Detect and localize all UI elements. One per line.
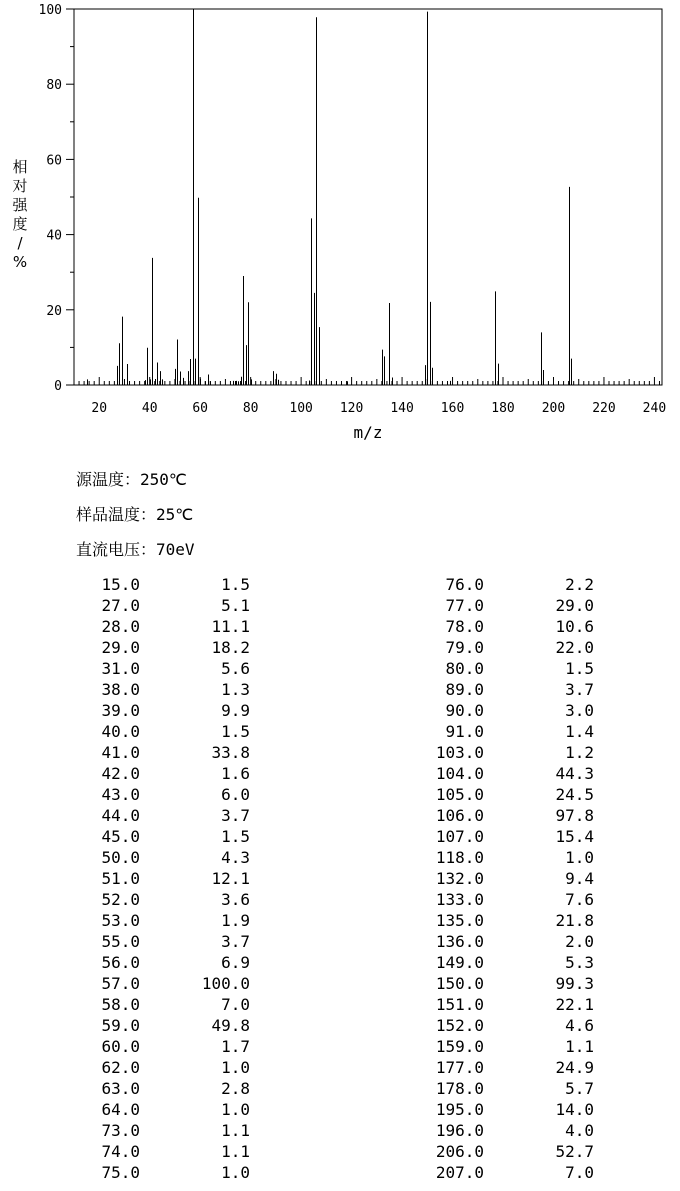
peak-mz: 62.0 (101, 1058, 140, 1077)
peak-mz: 74.0 (101, 1142, 140, 1161)
peak-intensity: 1.5 (221, 722, 250, 741)
peak-mz: 90.0 (445, 701, 484, 720)
peak-mz: 105.0 (435, 785, 484, 804)
peak-mz: 196.0 (435, 1121, 484, 1140)
peak-intensity: 1.7 (221, 1037, 250, 1056)
peak-intensity: 44.3 (555, 764, 594, 783)
peak-intensity: 1.2 (565, 743, 594, 762)
peak-mz: 206.0 (435, 1142, 484, 1161)
peak-mz: 15.0 (101, 575, 140, 594)
peak-intensity: 9.4 (565, 869, 594, 888)
peak-mz: 76.0 (445, 575, 484, 594)
peak-mz: 29.0 (101, 638, 140, 657)
plot-frame (74, 9, 662, 385)
peak-intensity: 18.2 (211, 638, 250, 657)
peak-mz: 50.0 (101, 848, 140, 867)
y-axis-label-char: 度 (12, 215, 28, 233)
peak-intensity: 1.1 (565, 1037, 594, 1056)
peak-intensity: 1.0 (221, 1058, 250, 1077)
peak-mz: 136.0 (435, 932, 484, 951)
peak-mz: 41.0 (101, 743, 140, 762)
peak-mz: 150.0 (435, 974, 484, 993)
peak-intensity: 7.0 (565, 1163, 594, 1182)
peak-intensity: 3.0 (565, 701, 594, 720)
x-tick-label: 120 (339, 401, 364, 416)
peak-mz: 40.0 (101, 722, 140, 741)
y-tick-label: 40 (46, 228, 62, 244)
peak-mz: 195.0 (435, 1100, 484, 1119)
peak-mz: 149.0 (435, 953, 484, 972)
peak-mz: 91.0 (445, 722, 484, 741)
peak-mz: 28.0 (101, 617, 140, 636)
x-tick-label: 80 (242, 401, 259, 416)
x-tick-label: 220 (592, 401, 616, 416)
peak-mz: 51.0 (101, 869, 140, 888)
peak-mz: 133.0 (435, 890, 484, 909)
y-axis-label-char: / (17, 234, 23, 252)
x-tick-label: 240 (642, 401, 667, 416)
peak-intensity: 14.0 (555, 1100, 594, 1119)
x-tick-label: 160 (440, 401, 465, 416)
peak-intensity: 1.3 (221, 680, 250, 699)
peak-intensity: 1.1 (221, 1121, 250, 1140)
peak-intensity: 12.1 (211, 869, 250, 888)
peak-intensity: 1.5 (565, 659, 594, 678)
condition-label: 源温度： (76, 470, 141, 489)
x-tick-label: 20 (91, 401, 108, 416)
peak-intensity: 24.9 (555, 1058, 594, 1077)
peak-mz: 178.0 (435, 1079, 484, 1098)
peak-intensity: 1.6 (221, 764, 250, 783)
peak-mz: 53.0 (101, 911, 140, 930)
peak-intensity: 7.0 (221, 995, 250, 1014)
peak-mz: 27.0 (101, 596, 140, 615)
peak-mz: 106.0 (435, 806, 484, 825)
peak-mz: 79.0 (445, 638, 484, 657)
peak-intensity: 1.5 (221, 575, 250, 594)
peak-intensity: 99.3 (555, 974, 594, 993)
peak-mz: 207.0 (435, 1163, 484, 1182)
peak-intensity: 1.5 (221, 827, 250, 846)
peak-intensity: 33.8 (211, 743, 250, 762)
peak-intensity: 11.1 (211, 617, 250, 636)
peak-intensity: 1.4 (565, 722, 594, 741)
peak-mz: 132.0 (435, 869, 484, 888)
y-axis-label-char: 相 (12, 158, 28, 176)
x-axis-label: m/z (353, 423, 383, 442)
condition-value: 70eV (156, 540, 195, 559)
peak-intensity: 5.7 (565, 1079, 594, 1098)
peak-mz: 151.0 (435, 995, 484, 1014)
peak-mz: 118.0 (435, 848, 484, 867)
y-tick-label: 0 (54, 379, 62, 394)
peak-intensity: 22.0 (555, 638, 594, 657)
peak-intensity: 6.0 (221, 785, 250, 804)
x-tick-label: 40 (141, 401, 158, 416)
peak-intensity: 3.6 (221, 890, 250, 909)
peak-intensity: 22.1 (555, 995, 594, 1014)
y-tick-label: 20 (46, 303, 62, 319)
peak-intensity: 1.0 (221, 1163, 250, 1182)
peak-intensity: 15.4 (555, 827, 594, 846)
peak-mz: 78.0 (445, 617, 484, 636)
peak-mz: 80.0 (445, 659, 484, 678)
peak-intensity: 2.2 (565, 575, 594, 594)
x-tick-label: 200 (541, 401, 566, 416)
peak-intensity: 29.0 (555, 596, 594, 615)
peak-intensity: 49.8 (211, 1016, 250, 1035)
peak-mz: 135.0 (435, 911, 484, 930)
peak-mz: 77.0 (445, 596, 484, 615)
mass-spectrum-chart (0, 0, 680, 450)
peak-intensity: 52.7 (555, 1142, 594, 1161)
peak-mz: 39.0 (101, 701, 140, 720)
peak-intensity: 2.8 (221, 1079, 250, 1098)
peak-intensity: 6.9 (221, 953, 250, 972)
peak-mz: 44.0 (101, 806, 140, 825)
peak-mz: 52.0 (101, 890, 140, 909)
peak-intensity: 9.9 (221, 701, 250, 720)
peak-intensity: 100.0 (201, 974, 250, 993)
peak-intensity: 1.0 (221, 1100, 250, 1119)
peak-mz: 56.0 (101, 953, 140, 972)
x-tick-label: 100 (289, 401, 313, 416)
peak-mz: 55.0 (101, 932, 140, 951)
peak-mz: 59.0 (101, 1016, 140, 1035)
peak-mz: 42.0 (101, 764, 140, 783)
x-tick-label: 140 (390, 401, 414, 416)
peak-intensity: 21.8 (555, 911, 594, 930)
x-tick-label: 60 (192, 401, 209, 416)
x-tick-label: 180 (491, 401, 515, 416)
peak-intensity: 1.1 (221, 1142, 250, 1161)
peak-intensity: 3.7 (565, 680, 594, 699)
peak-mz: 63.0 (101, 1079, 140, 1098)
peak-mz: 38.0 (101, 680, 140, 699)
peak-intensity: 1.0 (565, 848, 594, 867)
condition-source-temp (76, 467, 187, 490)
peak-mz: 103.0 (435, 743, 484, 762)
peak-intensity: 7.6 (565, 890, 594, 909)
peak-mz: 45.0 (101, 827, 140, 846)
peak-mz: 104.0 (435, 764, 484, 783)
peak-intensity: 4.0 (565, 1121, 594, 1140)
peak-mz: 159.0 (435, 1037, 484, 1056)
condition-value: 25℃ (156, 505, 194, 524)
peak-mz: 89.0 (445, 680, 484, 699)
peak-intensity: 24.5 (555, 785, 594, 804)
peak-intensity: 5.1 (221, 596, 250, 615)
peak-intensity: 5.6 (221, 659, 250, 678)
condition-voltage (76, 537, 195, 560)
peak-mz: 177.0 (435, 1058, 484, 1077)
peak-intensity: 4.3 (221, 848, 250, 867)
peak-mz: 107.0 (435, 827, 484, 846)
peak-mz: 58.0 (101, 995, 140, 1014)
peak-intensity: 2.0 (565, 932, 594, 951)
peak-mz: 57.0 (101, 974, 140, 993)
peak-intensity: 97.8 (555, 806, 594, 825)
peak-mz: 60.0 (101, 1037, 140, 1056)
peak-intensity: 10.6 (555, 617, 594, 636)
peak-mz: 152.0 (435, 1016, 484, 1035)
peak-intensity: 3.7 (221, 932, 250, 951)
condition-label: 直流电压： (76, 540, 157, 559)
peak-mz: 64.0 (101, 1100, 140, 1119)
y-tick-label: 100 (38, 3, 62, 18)
peak-intensity: 1.9 (221, 911, 250, 930)
peak-intensity: 5.3 (565, 953, 594, 972)
condition-label: 样品温度： (76, 505, 157, 524)
peak-mz: 75.0 (101, 1163, 140, 1182)
y-axis-label (10, 158, 30, 272)
peak-intensity: 4.6 (565, 1016, 594, 1035)
peak-intensity: 3.7 (221, 806, 250, 825)
peak-mz: 43.0 (101, 785, 140, 804)
y-tick-label: 80 (46, 78, 62, 94)
y-axis-label-char: 对 (12, 177, 28, 195)
peak-mz: 73.0 (101, 1121, 140, 1140)
y-tick-label: 60 (46, 153, 62, 169)
y-axis-label-char: 强 (12, 196, 28, 214)
condition-value: 250℃ (140, 470, 187, 489)
condition-sample-temp (76, 502, 193, 525)
y-axis-label-char: % (12, 253, 28, 271)
peak-mz: 31.0 (101, 659, 140, 678)
